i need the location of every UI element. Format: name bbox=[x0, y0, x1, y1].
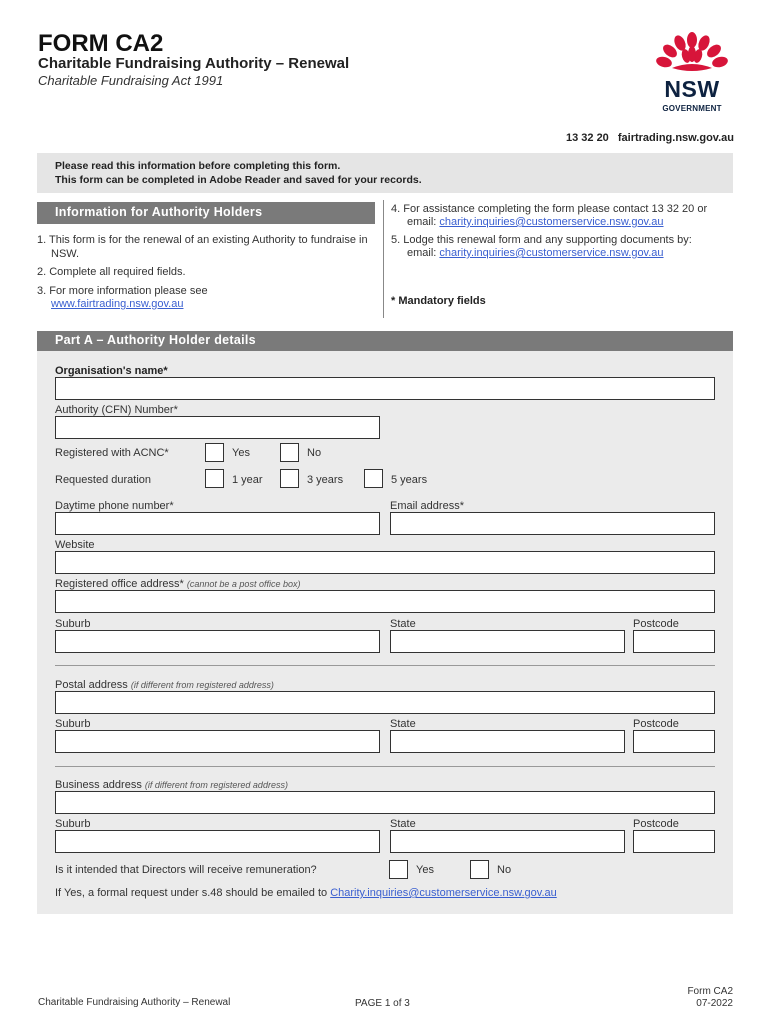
info-item-1: 1. This form is for the renewal of an existing Authority to fundraise in NSW. bbox=[37, 234, 368, 260]
duration-1-year-checkbox[interactable] bbox=[205, 469, 224, 488]
assistance-email-link[interactable]: charity.inquiries@customerservice.nsw.gov.au bbox=[439, 216, 664, 228]
authority-number-label: Authority (CFN) Number* bbox=[55, 404, 178, 416]
contact-phone: 13 32 20 bbox=[565, 132, 609, 144]
postal-suburb-field[interactable] bbox=[55, 730, 380, 753]
section-divider-1 bbox=[55, 665, 715, 666]
acnc-yes-checkbox[interactable] bbox=[205, 443, 224, 462]
form-title: Charitable Fundraising Authority – Renewal bbox=[38, 55, 350, 72]
reg-suburb-label: Suburb bbox=[55, 618, 91, 630]
duration-label: Requested duration bbox=[55, 474, 152, 486]
contact-website[interactable]: fairtrading.nsw.gov.au bbox=[617, 132, 734, 144]
business-address-field[interactable] bbox=[55, 791, 715, 814]
reg-office-label-text: Registered office address* bbox=[55, 578, 184, 590]
footer-date: 07-2022 bbox=[696, 998, 733, 1009]
duration-5-years-checkbox[interactable] bbox=[364, 469, 383, 488]
business-state-label: State bbox=[390, 818, 416, 830]
remuneration-yes-label: Yes bbox=[416, 864, 434, 876]
postal-address-field[interactable] bbox=[55, 691, 715, 714]
business-note: (if different from registered address) bbox=[144, 780, 288, 790]
remuneration-email-link[interactable]: Charity.inquiries@customerservice.nsw.gov.au bbox=[330, 887, 557, 899]
phone-label: Daytime phone number* bbox=[55, 500, 174, 512]
acnc-no-label: No bbox=[307, 447, 322, 459]
email-label: Email address* bbox=[390, 500, 464, 512]
info-item-2: 2. Complete all required fields. bbox=[37, 266, 186, 278]
info-item-4-email-prefix: email: bbox=[407, 216, 440, 228]
website-field[interactable] bbox=[55, 551, 715, 574]
business-suburb-label: Suburb bbox=[55, 818, 91, 830]
postal-suburb-label: Suburb bbox=[55, 718, 91, 730]
email-field[interactable] bbox=[390, 512, 715, 535]
business-label bbox=[55, 779, 288, 791]
acnc-label: Registered with ACNC* bbox=[55, 447, 169, 459]
authority-number-field[interactable] bbox=[55, 416, 380, 439]
duration-3-years-checkbox[interactable] bbox=[280, 469, 299, 488]
duration-5-years-label: 5 years bbox=[391, 474, 428, 486]
fairtrading-link[interactable]: www.fairtrading.nsw.gov.au bbox=[51, 298, 184, 310]
acnc-no-checkbox[interactable] bbox=[280, 443, 299, 462]
footer-page: PAGE 1 of 3 bbox=[355, 998, 410, 1009]
notice-line-2: This form can be completed in Adobe Reader and saved for your records. bbox=[55, 174, 422, 186]
footer-form-code: Form CA2 bbox=[687, 986, 733, 997]
mandatory-note: * Mandatory fields bbox=[391, 295, 486, 307]
remuneration-no-label: No bbox=[497, 864, 512, 876]
remuneration-no-checkbox[interactable] bbox=[470, 860, 489, 879]
info-item-5-text: 5. Lodge this renewal form and any supporting documents by: bbox=[391, 234, 692, 246]
postal-state-label: State bbox=[390, 718, 416, 730]
business-postcode-field[interactable] bbox=[633, 830, 715, 853]
nsw-government-logo bbox=[650, 32, 734, 118]
lodge-email-link[interactable]: charity.inquiries@customerservice.nsw.gov.au bbox=[439, 247, 664, 259]
logo-government-text: GOVERNMENT bbox=[662, 104, 722, 113]
website-label: Website bbox=[55, 539, 95, 551]
business-suburb-field[interactable] bbox=[55, 830, 380, 853]
contact-line bbox=[420, 132, 734, 144]
postal-note: (if different from registered address) bbox=[130, 680, 274, 690]
postal-state-field[interactable] bbox=[390, 730, 625, 753]
info-divider bbox=[383, 200, 384, 318]
remuneration-question: Is it intended that Directors will receive remuneration? bbox=[55, 864, 317, 876]
postal-postcode-label: Postcode bbox=[633, 718, 679, 730]
notice-box bbox=[37, 153, 733, 193]
reg-office-field[interactable] bbox=[55, 590, 715, 613]
postal-label bbox=[55, 679, 274, 691]
reg-suburb-field[interactable] bbox=[55, 630, 380, 653]
form-act: Charitable Fundraising Act 1991 bbox=[38, 73, 224, 88]
duration-3-years-label: 3 years bbox=[307, 474, 344, 486]
remuneration-note-text: If Yes, a formal request under s.48 should be emailed to bbox=[55, 887, 328, 899]
logo-nsw-text: NSW bbox=[664, 76, 720, 102]
info-item-5-email-prefix: email: bbox=[407, 247, 440, 259]
info-heading: Information for Authority Holders bbox=[37, 202, 375, 224]
phone-field[interactable] bbox=[55, 512, 380, 535]
postal-label-text: Postal address bbox=[55, 679, 128, 691]
org-name-label: Organisation's name* bbox=[55, 365, 168, 377]
notice-line-1: Please read this information before completing this form. bbox=[55, 160, 341, 172]
reg-state-label: State bbox=[390, 618, 416, 630]
footer-title: Charitable Fundraising Authority – Renewal bbox=[38, 997, 231, 1008]
info-item-3 bbox=[37, 285, 377, 312]
form-code: FORM CA2 bbox=[38, 30, 164, 57]
info-item-4 bbox=[391, 203, 721, 229]
business-state-field[interactable] bbox=[390, 830, 625, 853]
reg-state-field[interactable] bbox=[390, 630, 625, 653]
waratah-icon bbox=[650, 32, 734, 78]
part-a-heading: Part A – Authority Holder details bbox=[37, 331, 733, 351]
reg-office-note: (cannot be a post office box) bbox=[186, 579, 301, 589]
reg-office-label bbox=[55, 578, 300, 590]
remuneration-yes-checkbox[interactable] bbox=[389, 860, 408, 879]
postal-postcode-field[interactable] bbox=[633, 730, 715, 753]
info-item-5 bbox=[391, 234, 721, 260]
acnc-yes-label: Yes bbox=[232, 447, 250, 459]
remuneration-note bbox=[55, 887, 557, 899]
info-list-left bbox=[37, 234, 377, 317]
reg-postcode-field[interactable] bbox=[633, 630, 715, 653]
business-label-text: Business address bbox=[55, 779, 142, 791]
info-list-right bbox=[391, 203, 721, 265]
info-item-3-text: 3. For more information please see bbox=[37, 284, 208, 297]
business-postcode-label: Postcode bbox=[633, 818, 679, 830]
section-divider-2 bbox=[55, 766, 715, 767]
info-item-4-text: 4. For assistance completing the form please contact 13 32 20 or bbox=[391, 203, 708, 215]
reg-postcode-label: Postcode bbox=[633, 618, 679, 630]
org-name-field[interactable] bbox=[55, 377, 715, 400]
duration-1-year-label: 1 year bbox=[232, 474, 263, 486]
